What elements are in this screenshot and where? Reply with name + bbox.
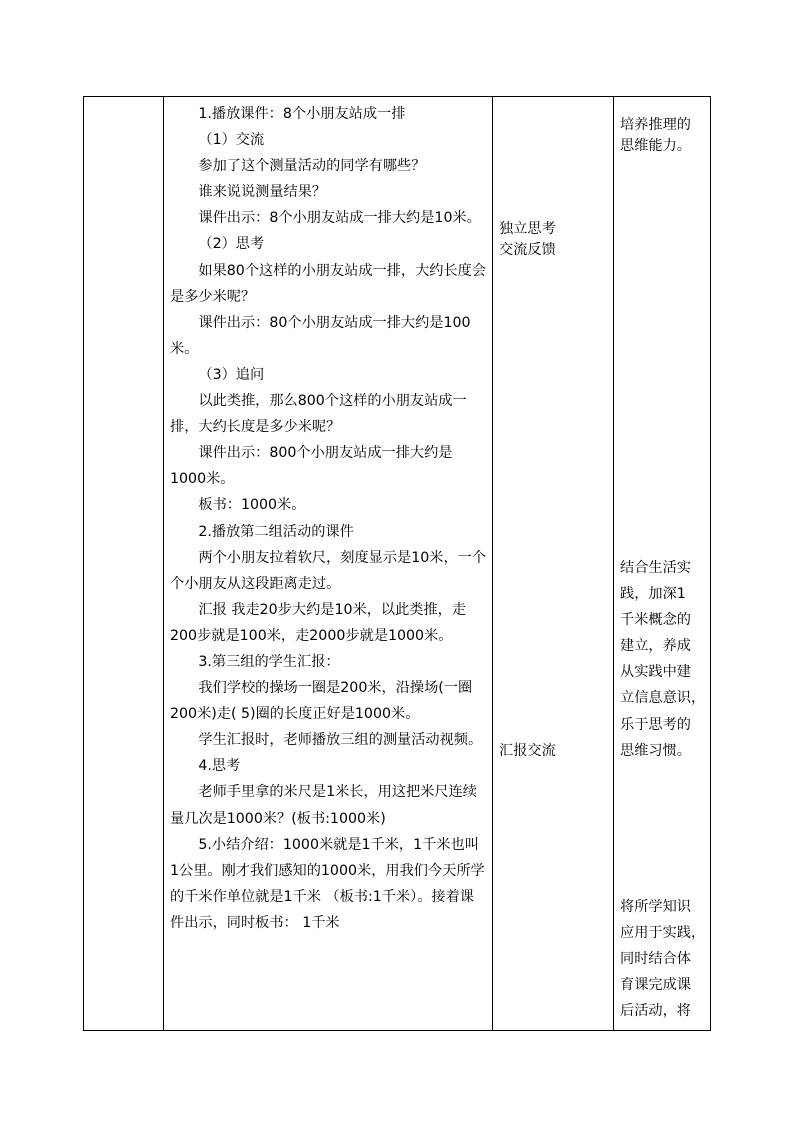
intent-block-1 <box>620 115 708 157</box>
intent-line: 践，加深1 <box>620 586 686 603</box>
process-paragraph: 3.第三组的学生汇报： <box>198 653 340 670</box>
stage-cell <box>84 97 164 1031</box>
intent-line: 乐于思考的 <box>620 716 691 733</box>
intent-line: 结合生活实 <box>620 560 691 576</box>
process-paragraph: 1.播放课件：8个小朋友站成一排 <box>198 106 406 122</box>
method-text: 汇报交流 <box>499 743 556 759</box>
process-paragraph: 2.播放第二组活动的课件 <box>198 523 354 540</box>
intent-line: 立信息意识， <box>620 690 706 707</box>
process-paragraph: 如果80个这样的小朋友站成一排，大约长度会是多少米呢？ <box>170 262 487 305</box>
process-paragraph: 参加了这个测量活动的同学有哪些？ <box>198 158 426 175</box>
intent-block-3 <box>620 894 708 1024</box>
process-paragraph: 5.小结介绍：1000米就是1千米，1千米也叫1公里。刚才我们感知的1000米，用我们今天所学的千米作单位就是1千米 （板书:1千米）。接着课件出示，同时板书： 1千米 <box>170 836 485 931</box>
process-paragraph: 4.思考 <box>198 758 241 775</box>
lesson-plan-table <box>83 96 711 1031</box>
process-paragraph: 谁来说说测量结果？ <box>198 184 327 201</box>
intent-line: 后活动，将 <box>620 1003 691 1020</box>
intent-line: 建立，养成 <box>620 638 691 655</box>
learning-method-cell <box>493 97 614 1031</box>
intent-line: 同时结合体 <box>620 951 691 968</box>
process-paragraph: 课件出示：800个小朋友站成一排大约是1000米。 <box>170 445 453 488</box>
intent-block-2 <box>620 555 708 764</box>
design-intent-cell <box>614 97 711 1031</box>
intent-line: 应用于实践， <box>620 925 706 942</box>
process-text <box>164 97 492 1030</box>
process-paragraph: 课件出示：80个小朋友站成一排大约是100米。 <box>170 314 471 357</box>
intent-line: 培养推理的 <box>620 117 691 133</box>
intent-line: 将所学知识 <box>620 899 691 915</box>
method-report-exchange <box>499 741 556 762</box>
intent-line: 千米概念的 <box>620 612 691 629</box>
intent-line: 育课完成课 <box>620 977 691 994</box>
process-paragraph: （1）交流 <box>198 132 265 149</box>
process-paragraph: （3）追问 <box>198 366 265 383</box>
intent-line: 思维能力。 <box>620 138 691 154</box>
intent-line: 思维习惯。 <box>620 742 691 759</box>
process-paragraph: （2）思考 <box>198 236 265 253</box>
process-paragraph: 两个小朋友拉着软尺，刻度显示是10米，一个个小朋友从这段距离走过。 <box>170 549 487 592</box>
method-text: 交流反馈 <box>499 242 556 258</box>
process-paragraph: 汇报 我走20步大约是10米，以此类推，走200步就是100米，走2000步就是1000米。 <box>170 601 467 644</box>
process-paragraph: 板书：1000米。 <box>198 497 306 514</box>
process-paragraph: 老师手里拿的米尺是1米长，用这把米尺连续量几次是1000米？(板书:1000米) <box>170 784 477 827</box>
process-paragraph: 以此类推，那么800个这样的小朋友站成一排，大约长度是多少米呢？ <box>170 393 467 436</box>
teaching-process-cell <box>164 97 493 1031</box>
table-row <box>84 97 711 1031</box>
intent-line: 从实践中建 <box>620 664 691 681</box>
method-text: 独立思考 <box>499 221 556 237</box>
process-paragraph: 课件出示：8个小朋友站成一排大约是10米。 <box>198 210 481 227</box>
method-independent-thinking <box>499 219 556 261</box>
process-paragraph: 学生汇报时，老师播放三组的测量活动视频。 <box>198 732 483 749</box>
process-paragraph: 我们学校的操场一圈是200米，沿操场(一圈200米)走( 5)圈的长度正好是1000米。 <box>170 680 473 723</box>
